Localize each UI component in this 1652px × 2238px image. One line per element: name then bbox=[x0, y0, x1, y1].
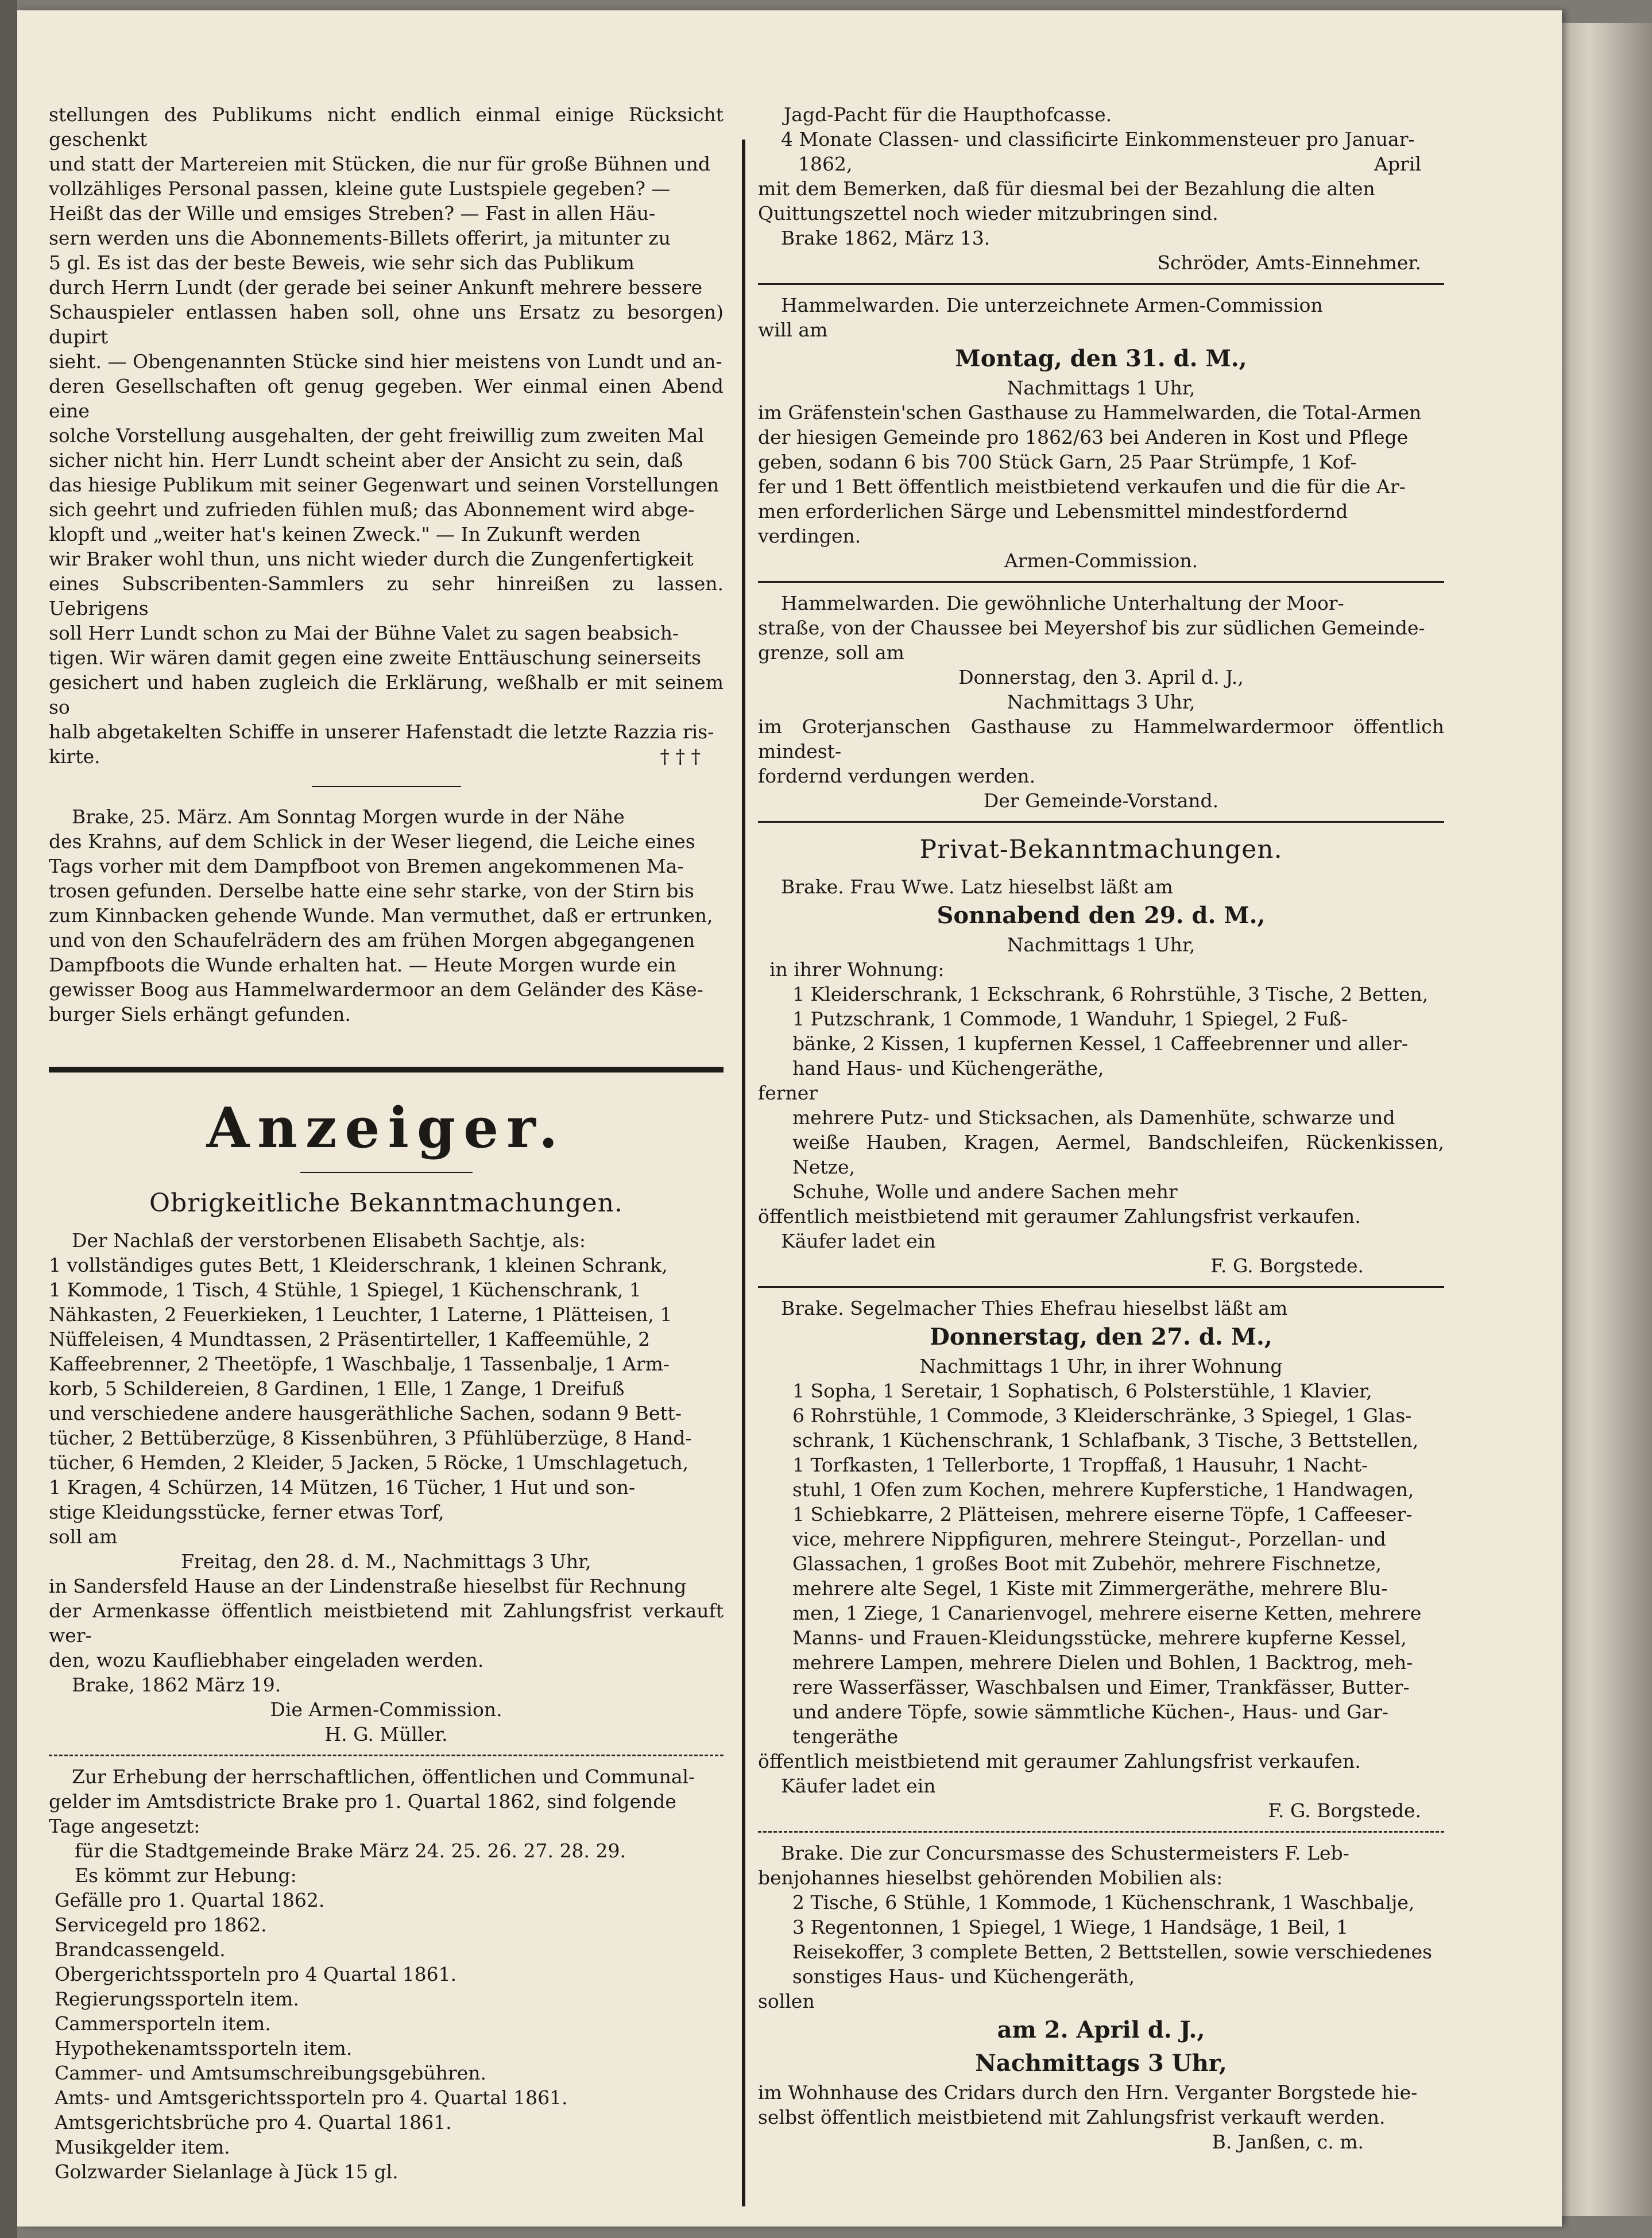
brake-news-article bbox=[49, 804, 724, 1002]
column-rule bbox=[742, 140, 745, 2206]
text-line: Musikgelder item. bbox=[55, 2136, 230, 2158]
brake-news-last-line: burger Siels erhängt gefunden. bbox=[49, 1003, 351, 1025]
text-line: Kaffeebrenner, 2 Theetöpfe, 1 Waschbalje, 1 Tassenbalje, 1 Arm- bbox=[49, 1353, 670, 1375]
divider bbox=[758, 1286, 1444, 1288]
notice-text: Brake. Segelmacher Thies Ehefrau hieselbst läßt am bbox=[781, 1297, 1288, 1319]
text-line: Cammer- und Amtsumschreibungsgebühren. bbox=[55, 2062, 486, 2084]
text-line: Hypothekenamtssporteln item. bbox=[55, 2037, 353, 2059]
text-line: 1 Torfkasten, 1 Tellerborte, 1 Tropffaß, 1 Hausuhr, 1 Nacht- bbox=[792, 1454, 1368, 1476]
text-line: 1 Sopha, 1 Seretair, 1 Sophatisch, 6 Polsterstühle, 1 Klavier, bbox=[792, 1380, 1372, 1402]
text-line: Schauspieler entlassen haben soll, ohne uns Ersatz zu besorgen) dupirt bbox=[49, 301, 724, 348]
text-line: geben, sodann 6 bis 700 Stück Garn, 25 Paar Strümpfe, 1 Kof- bbox=[758, 451, 1357, 473]
notice-text: Brake. Frau Wwe. Latz hieselbst läßt am bbox=[781, 876, 1173, 898]
text-line: 1 Schiebkarre, 2 Plätteisen, mehrere eiserne Töpfe, 1 Caffeeser- bbox=[792, 1503, 1413, 1525]
notice-text: Schuhe, Wolle und andere Sachen mehr bbox=[792, 1180, 1178, 1203]
text-line: der Armenkasse öffentlich meistbietend mit Zahlungsfrist verkauft wer- bbox=[49, 1600, 724, 1647]
private-notices-heading: Privat-Bekanntmachungen. bbox=[919, 835, 1283, 864]
text-line: weiße Hauben, Kragen, Aermel, Bandschleifen, Rückenkissen, Netze, bbox=[792, 1131, 1444, 1178]
collection-subhead: Es kömmt zur Hebung: bbox=[75, 1864, 297, 1887]
text-line: Glassachen, 1 großes Boot mit Zubehör, mehrere Fischnetze, bbox=[792, 1552, 1382, 1575]
bankruptcy-auction-notice bbox=[758, 1841, 1444, 2154]
notice-text: men erforderlichen Särge und Lebensmittel mindestfordernd verdingen. bbox=[758, 500, 1348, 547]
notice-date: Donnerstag, den 27. d. M., bbox=[930, 1323, 1272, 1350]
notice-text: Jagd-Pacht für die Haupthofcasse. bbox=[784, 103, 1112, 126]
section-divider bbox=[49, 1067, 724, 1072]
notice-signature: F. G. Borgstede. bbox=[1268, 1799, 1421, 1822]
text-line: im Wohnhause des Cridars durch den Hrn. Verganter Borgstede hie- bbox=[758, 2081, 1418, 2104]
notice-text: Käufer ladet ein bbox=[781, 1230, 936, 1252]
notice-date: Sonnabend den 29. d. M., bbox=[937, 902, 1266, 929]
text-line: mehrere Putz- und Sticksachen, als Damenhüte, schwarze und bbox=[792, 1106, 1395, 1129]
notice-text: Hammelwarden. Die unterzeichnete Armen-Commission bbox=[781, 294, 1323, 316]
notice-text: sonstiges Haus- und Küchengeräth, bbox=[792, 1965, 1135, 1988]
scan-left-margin bbox=[0, 0, 17, 2238]
divider bbox=[49, 1755, 724, 1756]
newspaper-page bbox=[17, 10, 1562, 2227]
latz-auction-notice bbox=[758, 874, 1444, 1278]
notice-text: selbst öffentlich meistbietend mit Zahlungsfrist verkauft werden. bbox=[758, 2106, 1386, 2128]
text-line: vice, mehrere Nippfiguren, mehrere Steingut-, Porzellan- und bbox=[792, 1528, 1386, 1550]
text-line: Golzwarder Sielanlage à Jück 15 gl. bbox=[55, 2160, 399, 2183]
text-line: gesichert und haben zugleich die Erklärung, weßhalb er mit seinem so bbox=[49, 671, 724, 718]
official-notices-heading: Obrigkeitliche Bekanntmachungen. bbox=[149, 1188, 623, 1218]
text-line: sicher nicht hin. Herr Lundt scheint aber der Ansicht zu sein, daß bbox=[49, 449, 683, 471]
text-line: 1 vollständiges gutes Bett, 1 Kleiderschrank, 1 kleinen Schrank, bbox=[49, 1254, 668, 1276]
notice-text: in ihrer Wohnung: bbox=[769, 958, 945, 981]
notice-row bbox=[758, 152, 1444, 176]
notice-date: Donnerstag, den 3. April d. J., bbox=[958, 666, 1244, 688]
poor-commission-notice bbox=[758, 293, 1444, 573]
text-line: Dampfboots die Wunde erhalten hat. — Heute Morgen wurde ein bbox=[49, 954, 676, 976]
notice-signature: Der Gemeinde-Vorstand. bbox=[983, 789, 1219, 812]
text-line: Manns- und Frauen-Kleidungsstücke, mehrere kupferne Kessel, bbox=[792, 1627, 1407, 1649]
notice-signature: Die Armen-Commission. bbox=[270, 1698, 502, 1721]
text-line: bänke, 2 Kissen, 1 kupfernen Kessel, 1 Caffeebrenner und aller- bbox=[792, 1032, 1409, 1055]
text-line: Amts- und Amtsgerichtssporteln pro 4. Quartal 1861. bbox=[55, 2086, 568, 2109]
notice-time: Nachmittags 1 Uhr, bbox=[1007, 377, 1196, 399]
tax-notice-continued bbox=[758, 102, 1444, 275]
road-maintenance-notice bbox=[758, 591, 1444, 813]
notice-text: soll am bbox=[49, 1525, 118, 1548]
text-line: stuhl, 1 Ofen zum Kochen, mehrere Kupferstiche, 1 Handwagen, bbox=[792, 1478, 1414, 1501]
text-line: schrank, 1 Küchenschrank, 1 Schlafbank, 3 Tische, 3 Bettstellen, bbox=[792, 1429, 1419, 1451]
left-column bbox=[49, 102, 724, 2184]
text-line: Reisekoffer, 3 complete Betten, 2 Bettstellen, sowie verschiedenes bbox=[792, 1941, 1433, 1963]
text-line: gewisser Boog aus Hammelwardermoor an dem Geländer des Käse- bbox=[49, 978, 703, 1001]
notice-time: Nachmittags 1 Uhr, in ihrer Wohnung bbox=[919, 1355, 1283, 1377]
notice-text: Quittungszettel noch wieder mitzubringen sind. bbox=[758, 202, 1218, 224]
text-line: Tags vorher mit dem Dampfboot von Bremen angekommenen Ma- bbox=[49, 855, 684, 877]
notice-signature: H. G. Müller. bbox=[324, 1723, 448, 1745]
text-line: sieht. — Obengenannten Stücke sind hier meistens von Lundt und an- bbox=[49, 350, 722, 373]
text-line: und von den Schaufelrädern des am frühen Morgen abgegangenen bbox=[49, 929, 695, 951]
divider bbox=[300, 1172, 473, 1173]
text-line: Nüffeleisen, 4 Mundtassen, 2 Präsentirteller, 1 Kaffeemühle, 2 bbox=[49, 1328, 651, 1350]
text-line: im Groterjanschen Gasthause zu Hammelwardermoor öffentlich mindest- bbox=[758, 715, 1444, 762]
notice-text: den, wozu Kaufliebhaber eingeladen werden. bbox=[49, 1649, 484, 1671]
text-line: Obergerichtssporteln pro 4 Quartal 1861. bbox=[55, 1963, 457, 1985]
text-line: wir Braker wohl thun, uns nicht wieder durch die Zungenfertigkeit bbox=[49, 548, 694, 570]
text-line: Amtsgerichtsbrüche pro 4. Quartal 1861. bbox=[55, 2111, 452, 2134]
notice-text: hand Haus- und Küchengeräthe, bbox=[792, 1057, 1104, 1079]
notice-text: ferner bbox=[758, 1082, 818, 1104]
notice-signature: Schröder, Amts-Einnehmer. bbox=[1157, 251, 1421, 274]
notice-date: am 2. April d. J., bbox=[997, 2016, 1205, 2043]
divider bbox=[758, 1831, 1444, 1833]
text-line: Brake, 25. März. Am Sonntag Morgen wurde in der Nähe bbox=[72, 806, 625, 828]
notice-date: Montag, den 31. d. M., bbox=[955, 345, 1247, 372]
text-line: mehrere alte Segel, 1 Kiste mit Zimmergeräthe, mehrere Blu- bbox=[792, 1577, 1388, 1600]
text-line: mit dem Bemerken, daß für diesmal bei der Bezahlung die alten bbox=[758, 177, 1375, 200]
text-line: men, 1 Ziege, 1 Canarienvogel, mehrere eiserne Ketten, mehrere bbox=[792, 1602, 1422, 1624]
notice-text: grenze, soll am bbox=[758, 641, 904, 664]
text-line: trosen gefunden. Derselbe hatte eine sehr starke, von der Stirn bis bbox=[49, 880, 694, 902]
text-line: sich geehrt und zufrieden fühlen muß; das Abonnement wird abge- bbox=[49, 498, 695, 521]
divider bbox=[758, 581, 1444, 583]
page-edge-stack bbox=[1562, 23, 1652, 2216]
text-line: Heißt das der Wille und emsiges Streben? — Fast in allen Häu- bbox=[49, 202, 656, 224]
text-line: mehrere Lampen, mehrere Dielen und Bohlen, 1 Backtrog, meh- bbox=[792, 1651, 1413, 1674]
text-line: Der Nachlaß der verstorbenen Elisabeth Sachtje, als: bbox=[72, 1229, 586, 1252]
text-line: 2 Tische, 6 Stühle, 1 Kommode, 1 Küchenschrank, 1 Waschbalje, bbox=[792, 1891, 1415, 1914]
text-line: 1 Kommode, 1 Tisch, 4 Stühle, 1 Spiegel, 1 Küchenschrank, 1 bbox=[49, 1279, 641, 1301]
text-line: tücher, 2 Bettüberzüge, 8 Kissenbühren, 3 Pfühlüberzüge, 8 Hand- bbox=[49, 1427, 692, 1449]
divider bbox=[312, 786, 461, 787]
notice-text: öffentlich meistbietend mit geraumer Zahlungsfrist verkaufen. bbox=[758, 1205, 1361, 1228]
tax-collection-notice bbox=[49, 1764, 724, 2184]
text-line: sern werden uns die Abonnements-Billets offerirt, ja mitunter zu bbox=[49, 227, 671, 249]
text-line: im Gräfenstein'schen Gasthause zu Hammelwarden, die Total-Armen bbox=[758, 401, 1422, 424]
text-line: Cammersporteln item. bbox=[55, 2012, 271, 2035]
notice-text: 4 Monate Classen- und classificirte Einkommensteuer pro Januar- bbox=[781, 128, 1415, 150]
text-line: vollzähliges Personal passen, kleine gute Lustspiele gegeben? — bbox=[49, 177, 671, 200]
text-line: halb abgetakelten Schiffe in unserer Hafenstadt die letzte Razzia ris- bbox=[49, 721, 714, 743]
article-signature: † † † bbox=[660, 745, 701, 768]
notice-text: tengeräthe bbox=[792, 1725, 899, 1748]
text-line: Brandcassengeld. bbox=[55, 1938, 226, 1961]
text-line: fer und 1 Bett öffentlich meistbietend verkaufen und die für die Ar- bbox=[758, 475, 1406, 498]
text-line: in Sandersfeld Hause an der Lindenstraße hieselbst für Rechnung bbox=[49, 1575, 687, 1597]
text-line: 6 Rohrstühle, 1 Commode, 3 Kleiderschränke, 3 Spiegel, 1 Glas- bbox=[792, 1404, 1412, 1427]
text-line: der hiesigen Gemeinde pro 1862/63 bei Anderen in Kost und Pflege bbox=[758, 426, 1409, 448]
text-line: 1 Putzschrank, 1 Commode, 1 Wanduhr, 1 Spiegel, 2 Fuß- bbox=[792, 1008, 1348, 1030]
text-line: Gefälle pro 1. Quartal 1862. bbox=[55, 1889, 325, 1911]
text-line: 3 Regentonnen, 1 Spiegel, 1 Wiege, 1 Handsäge, 1 Beil, 1 bbox=[792, 1916, 1349, 1938]
text-line: und andere Töpfe, sowie sämmtliche Küchen-, Haus- und Gar- bbox=[792, 1701, 1389, 1723]
text-line: 5 gl. Es ist das der beste Beweis, wie sehr sich das Publikum bbox=[49, 251, 635, 274]
notice-date: Freitag, den 28. d. M., Nachmittags 3 Uhr, bbox=[181, 1550, 591, 1573]
notice-text: Käufer ladet ein bbox=[781, 1775, 936, 1797]
estate-sale-notice bbox=[49, 1228, 724, 1747]
anzeiger-heading: Anzeiger. bbox=[206, 1095, 566, 1160]
divider bbox=[758, 283, 1444, 285]
text-line: benjohannes hieselbst gehörenden Mobilien als: bbox=[758, 1867, 1223, 1889]
text-line: das hiesige Publikum mit seiner Gegenwart und seinen Vorstellungen bbox=[49, 474, 719, 496]
notice-time: Nachmittags 1 Uhr, bbox=[1007, 934, 1196, 956]
notice-signature: F. G. Borgstede. bbox=[1210, 1254, 1364, 1277]
text-line: solche Vorstellung ausgehalten, der geht freiwillig zum zweiten Mal bbox=[49, 424, 704, 447]
notice-place-date: Brake, 1862 März 19. bbox=[72, 1674, 281, 1696]
text-line: zum Kinnbacken gehende Wunde. Man vermuthet, daß er ertrunken, bbox=[49, 904, 713, 927]
text-line: Brake. Die zur Concursmasse des Schustermeisters F. Leb- bbox=[781, 1842, 1349, 1864]
text-line: Zur Erhebung der herrschaftlichen, öffentlichen und Communal- bbox=[72, 1765, 695, 1788]
text-line: deren Gesellschaften oft genug gegeben. Wer einmal einen Abend eine bbox=[49, 375, 724, 422]
notice-signature: Armen-Commission. bbox=[1004, 549, 1198, 572]
text-line: eines Subscribenten-Sammlers zu sehr hinreißen zu lassen. Uebrigens bbox=[49, 572, 724, 619]
text-line: stige Kleidungsstücke, ferner etwas Torf, bbox=[49, 1501, 444, 1523]
theatre-article bbox=[49, 102, 724, 744]
right-column bbox=[758, 102, 1444, 2154]
text-line: rere Wasserfässer, Waschbalsen und Eimer, Trankfässer, Butter- bbox=[792, 1676, 1410, 1698]
text-line: Regierungssporteln item. bbox=[55, 1988, 299, 2010]
theatre-article-last-line: kirte. † † † bbox=[49, 744, 724, 769]
text-line: 1 Kleiderschrank, 1 Eckschrank, 6 Rohrstühle, 3 Tische, 2 Betten, bbox=[792, 983, 1429, 1005]
collection-dates: für die Stadtgemeinde Brake März 24. 25. 26. 27. 28. 29. bbox=[75, 1840, 626, 1862]
notice-text: fordernd verdungen werden. bbox=[758, 765, 1036, 787]
text-line: Hammelwarden. Die gewöhnliche Unterhaltung der Moor- bbox=[781, 592, 1344, 614]
thies-auction-notice bbox=[758, 1296, 1444, 1823]
text-line: tigen. Wir wären damit gegen eine zweite Enttäuschung seinerseits bbox=[49, 646, 702, 669]
text-line: stellungen des Publikums nicht endlich einmal einige Rücksicht geschenkt bbox=[49, 103, 724, 150]
notice-text: 1862, bbox=[798, 153, 853, 175]
notice-text: öffentlich meistbietend mit geraumer Zahlungsfrist verkaufen. bbox=[758, 1750, 1361, 1772]
text-line: und verschiedene andere hausgeräthliche Sachen, sodann 9 Bett- bbox=[49, 1402, 682, 1424]
text-line: durch Herrn Lundt (der gerade bei seiner Ankunft mehrere bessere bbox=[49, 276, 703, 299]
notice-text: sollen bbox=[758, 1990, 815, 2012]
notice-signature: B. Janßen, c. m. bbox=[1212, 2131, 1364, 2153]
text-line: des Krahns, auf dem Schlick in der Weser liegend, die Leiche eines bbox=[49, 830, 695, 853]
text-line: 1 Kragen, 4 Schürzen, 14 Mützen, 16 Tücher, 1 Hut und son- bbox=[49, 1476, 636, 1499]
notice-time: Nachmittags 3 Uhr, bbox=[1007, 691, 1196, 713]
text-line: gelder im Amtsdistricte Brake pro 1. Quartal 1862, sind folgende bbox=[49, 1790, 676, 1813]
notice-text: Tage angesetzt: bbox=[49, 1815, 200, 1837]
text-line: Servicegeld pro 1862. bbox=[55, 1914, 267, 1936]
text-line: korb, 5 Schildereien, 8 Gardinen, 1 Elle, 1 Zange, 1 Dreifuß bbox=[49, 1377, 625, 1400]
text-line: Nähkasten, 2 Feuerkieken, 1 Leuchter, 1 Laterne, 1 Plätteisen, 1 bbox=[49, 1303, 672, 1326]
notice-text: will am bbox=[758, 319, 828, 341]
divider bbox=[758, 821, 1444, 823]
text-line: klopft und „weiter hat's keinen Zweck." — In Zukunft werden bbox=[49, 523, 641, 545]
text-line: und statt der Martereien mit Stücken, die nur für große Bühnen und bbox=[49, 153, 710, 175]
notice-place-date: Brake 1862, März 13. bbox=[781, 227, 991, 249]
notice-time: Nachmittags 3 Uhr, bbox=[975, 2050, 1227, 2077]
notice-text: April bbox=[1374, 153, 1421, 175]
text-line: soll Herr Lundt schon zu Mai der Bühne Valet zu sagen beabsich- bbox=[49, 622, 679, 644]
text-line: tücher, 6 Hemden, 2 Kleider, 5 Jacken, 5 Röcke, 1 Umschlagetuch, bbox=[49, 1451, 689, 1474]
text-line: straße, von der Chaussee bei Meyershof bis zur südlichen Gemeinde- bbox=[758, 617, 1425, 639]
